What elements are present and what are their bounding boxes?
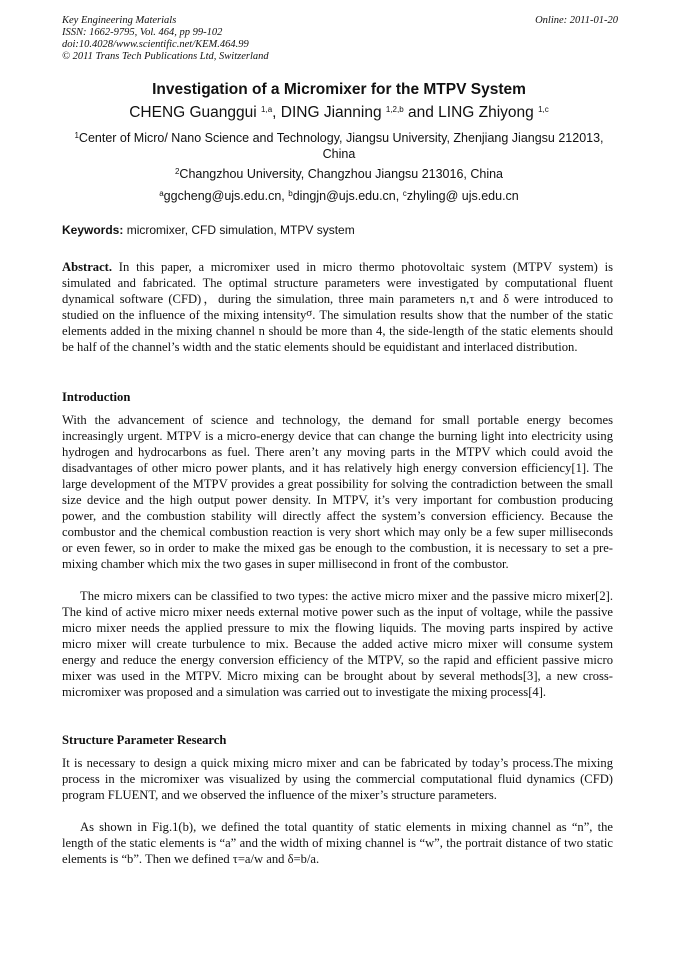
doi-line: doi:10.4028/www.scientific.net/KEM.464.99 xyxy=(62,39,249,50)
affiliation-2 xyxy=(62,166,616,182)
paper-title: Investigation of a Micromixer for the MTPV System xyxy=(152,81,526,98)
journal-name: Key Engineering Materials xyxy=(62,15,177,26)
email-c: zhyling@ ujs.edu.cn xyxy=(406,189,519,203)
affiliation-2-text: Changzhou University, Changzhou Jiangsu 213016, China xyxy=(179,167,504,181)
affiliation-2-mark: 2 xyxy=(174,167,180,176)
structure-paragraph-1: It is necessary to design a quick mixing micro mixer and can be fabricated by today’s process.The mixing process in the micromixer was visualized by using the commercial computational fluid dynamics (CFD) program FLUENT, and we observed the influence of the mixer’s structure parameters. xyxy=(62,756,613,802)
abstract xyxy=(62,259,613,355)
email-a-mark: a xyxy=(159,189,164,198)
author-1-affiliation: 1,a xyxy=(261,105,273,114)
journal-header xyxy=(62,15,618,63)
structure-heading: Structure Parameter Research xyxy=(62,733,227,747)
keywords xyxy=(62,223,616,237)
author-3-affiliation: 1,c xyxy=(538,105,549,114)
email-line xyxy=(62,188,616,204)
affiliation-1-text: Center of Micro/ Nano Science and Technology, Jiangsu University, Zhenjiang Jiangsu 212013, China xyxy=(78,131,604,161)
introduction-paragraph-1: With the advancement of science and technology, the demand for small portable energy becomes increasingly urgent. MTPV is a micro-energy device that can change the burning light into electricity using hydrogen and hydrocarbons as fuel. There aren’t any moving parts in the MTPV which could avoid the disadvantages of other micro power plants, and it has relatively high energy conversion efficiency[1]. The large development of the MTPV provides a great possibility for solving the contradiction between the small size device and the high output power density. In MTPV, it’s very important for combustion producing power, and the combustion stability will directly affect the system’s conversion efficiency. Because the combustor and the chemical combustion reaction is very short which may only be a few super milliseconds or even fewer, so in order to make the mixed gas be enough to the combustion, it is necessary to set a pre-mixing chamber which mix the two gases in super millisecond in front of the combustor. xyxy=(62,413,613,571)
abstract-label: Abstract. xyxy=(62,260,113,274)
email-c-mark: c xyxy=(402,189,407,198)
author-2-affiliation: 1,2,b xyxy=(385,105,404,114)
keywords-label: Keywords: xyxy=(62,223,124,237)
email-b: dingjn@ujs.edu.cn, xyxy=(292,189,403,203)
affiliation-1-mark: 1 xyxy=(74,131,79,140)
introduction-heading: Introduction xyxy=(62,390,131,404)
author-3: and LING Zhiyong xyxy=(403,104,539,121)
author-2: , DING Jianning xyxy=(272,104,386,121)
issn-line: ISSN: 1662-9795, Vol. 464, pp 99-102 xyxy=(62,27,223,38)
introduction-paragraph-2: The micro mixers can be classified to two types: the active micro mixer and the passive micro mixer[2]. The kind of active micro mixer needs external motive power such as the input of voltage, while the passive micro mixer needs the applied pressure to mix the flowing liquids. The moving parts inspired by active micro mixer will create turbulence to mix. Because the added active micro mixer will consume system energy and reduce the energy conversion efficiency of the MTPV, so the rapid and efficient passive micro mixer was used in the MTPV. Micro mixing can be brought about by several methods[3], a new cross-micromixer was proposed and a simulation was carried out to investigate the mixing process[4]. xyxy=(62,589,613,699)
online-date: Online: 2011-01-20 xyxy=(535,15,618,26)
abstract-text-1: In this paper, a micromixer used in micro thermo photovoltaic system (MTPV system) is simulated and fabricated. The optimal structure parameters were investigated by computational fluent dynamical software (CFD)，during the simulation, three main parameters n,τ and δ were introduced to studied on the influence of the mixing intensity xyxy=(62,260,613,322)
author-1: CHENG Guanggui xyxy=(129,104,262,121)
structure-paragraph-2: As shown in Fig.1(b), we defined the total quantity of static elements in mixing channel as “n”, the length of the static elements is “a” and the width of mixing channel is “w”, the portrait distance of two static elements is “b”. Then we defined τ=a/w and δ=b/a. xyxy=(62,820,613,866)
email-a: ggcheng@ujs.edu.cn, xyxy=(163,189,289,203)
email-b-mark: b xyxy=(288,189,293,198)
affiliation-1 xyxy=(62,130,616,162)
abstract-text-2: . The simulation results show that the number of the static elements added in the mixing channel n should be more than 4, the side-length of the static elements should be half of the channel’s width and the static elements should be equidistant and interlaced distribution. xyxy=(62,308,613,354)
sigma-symbol: σ xyxy=(306,307,313,319)
copyright-line: © 2011 Trans Tech Publications Ltd, Switzerland xyxy=(62,51,269,62)
author-list xyxy=(40,104,638,122)
keywords-text: micromixer, CFD simulation, MTPV system xyxy=(123,223,355,237)
